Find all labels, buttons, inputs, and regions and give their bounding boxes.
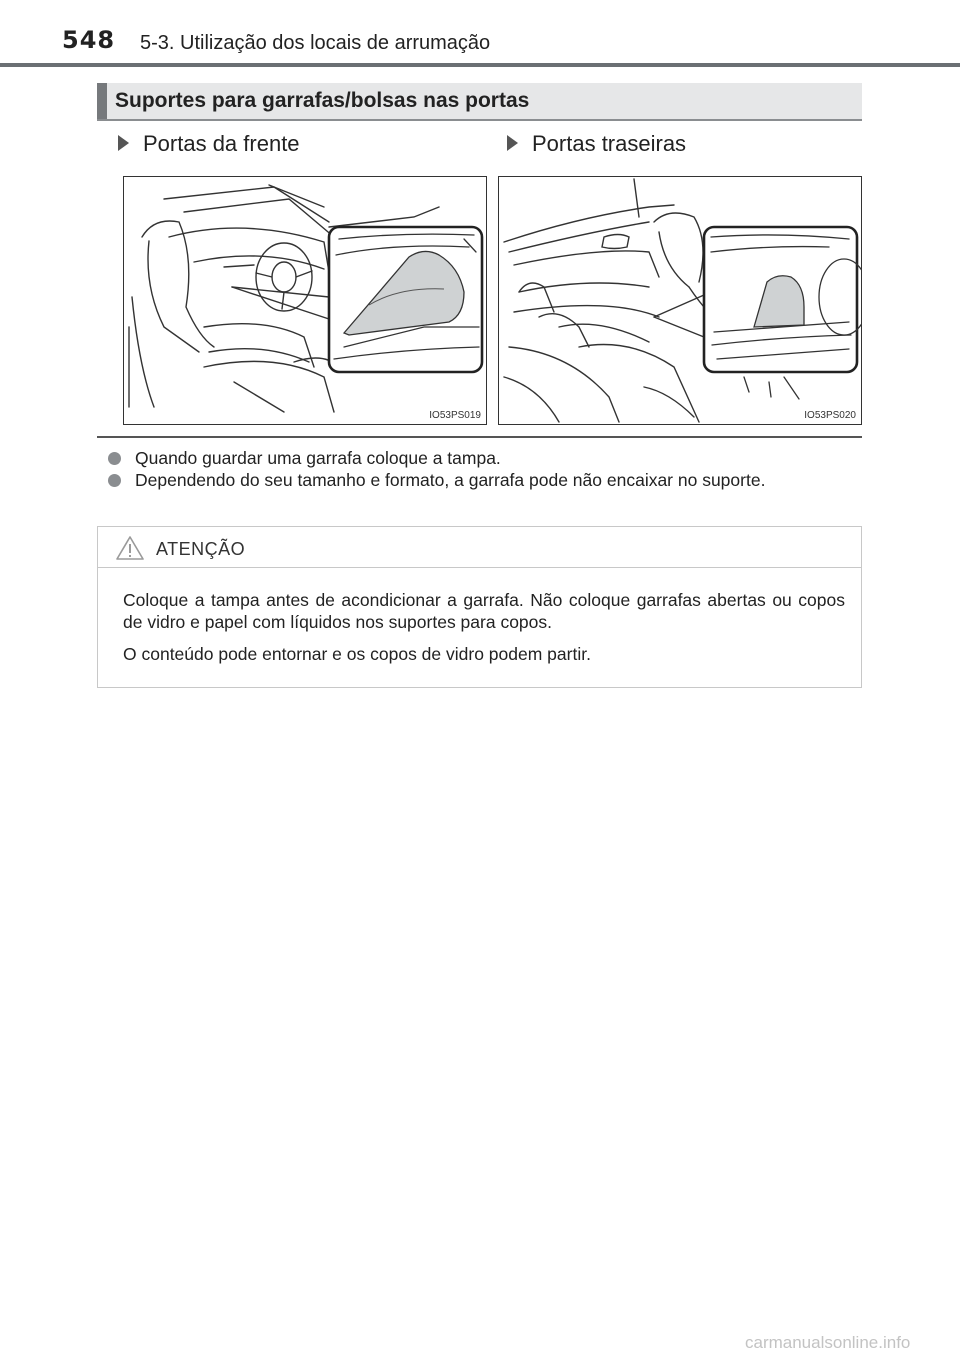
warning-paragraph: Coloque a tampa antes de acondicionar a garrafa. Não coloque garrafas abertas ou copos de vidro e papel com líquidos nos suportes para copos. [123, 590, 845, 632]
subheading-front-doors [118, 131, 300, 157]
warning-triangle-icon [115, 535, 145, 561]
page-number: 548 [62, 26, 116, 54]
warning-paragraph: O conteúdo pode entornar e os copos de vidro podem partir. [123, 644, 591, 664]
figure-code-front: IO53PS019 [429, 410, 481, 421]
header-section-title: 5-3. Utilização dos locais de arrumação [140, 32, 491, 54]
front-door-illustration [124, 177, 486, 424]
warning-title: ATENÇÃO [156, 539, 246, 559]
warning-header [98, 527, 861, 568]
divider-rule [97, 436, 862, 438]
subheading-front-doors-label: Portas da frente [143, 131, 300, 156]
subheading-rear-doors-label: Portas traseiras [532, 131, 687, 156]
section-title-bar [97, 83, 862, 121]
page-header [0, 0, 960, 70]
subheading-rear-doors [507, 131, 686, 157]
figure-rear-doors [498, 176, 862, 425]
triangle-right-arrow-icon [118, 135, 129, 151]
bullet-text: Dependendo do seu tamanho e formato, a garrafa pode não encaixar no suporte. [135, 470, 766, 490]
figure-code-rear: IO53PS020 [804, 410, 856, 421]
warning-box [97, 526, 862, 688]
bullet-text: Quando guardar uma garrafa coloque a tampa. [135, 448, 501, 468]
rear-door-illustration [499, 177, 861, 424]
section-title-marker [97, 83, 107, 119]
bullet-dot-icon [108, 474, 121, 487]
footer-watermark: carmanualsonline.info [745, 1333, 911, 1352]
bullet-dot-icon [108, 452, 121, 465]
figure-front-doors [123, 176, 487, 425]
triangle-right-arrow-icon [507, 135, 518, 151]
section-title: Suportes para garrafas/bolsas nas portas [115, 89, 530, 112]
header-rule [0, 63, 960, 67]
